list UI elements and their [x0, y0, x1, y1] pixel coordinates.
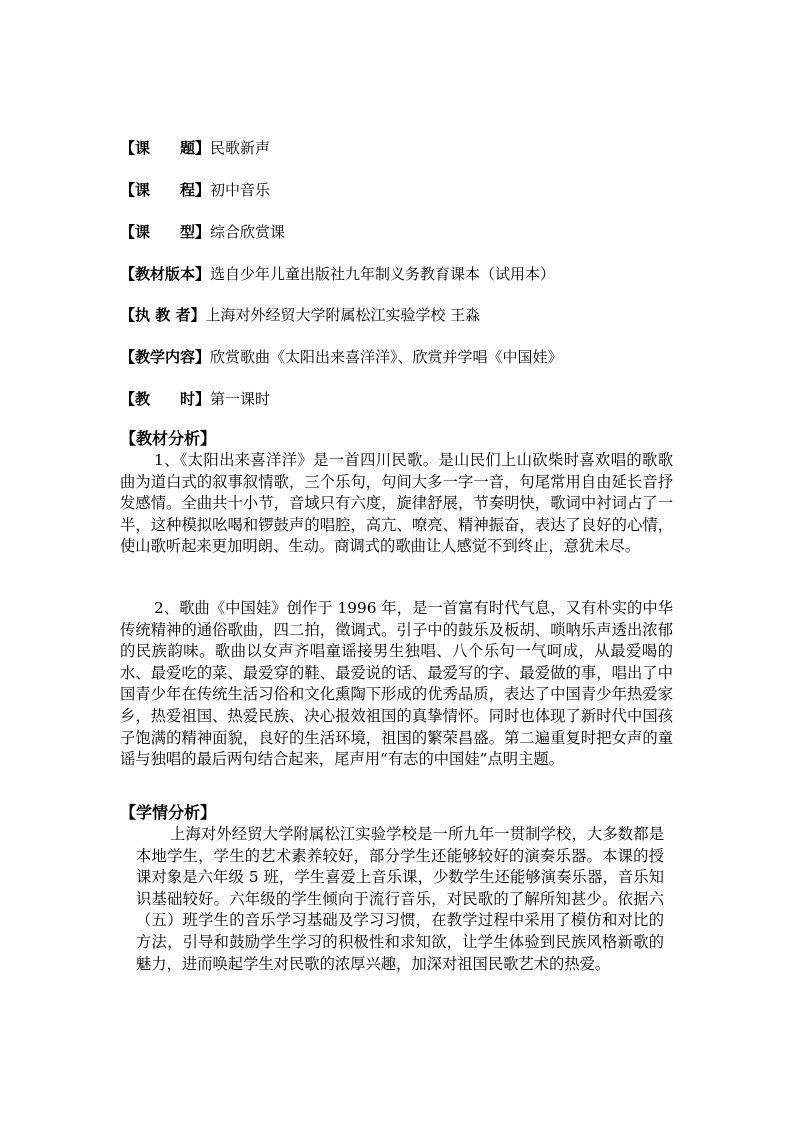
field-edition-label: 【教材版本】 [120, 265, 211, 283]
field-period-label: 【教 时】 [120, 390, 211, 408]
field-topic-value: 民歌新声 [210, 139, 271, 157]
field-content-value: 欣赏歌曲《太阳出来喜洋洋》、欣赏并学唱《中国娃》 [210, 348, 563, 366]
field-type-label: 【课 型】 [120, 223, 211, 241]
textbook-analysis-paragraph-1: 1、《太阳出来喜洋洋》是一首四川民歌。是山民们上山砍柴时喜欢唱的歌歌曲为道白式的叙事叙情歌，三个乐句，句间大多一字一音，句尾常用自由延长音抒发感情。全曲共十小节，音域只有六度，旋律舒展，节奏明快，歌词中衬词占了一半，这种模拟吆喝和锣鼓声的唱腔，高亢、嘹亮、精神振奋，表达了良好的心情，使山歌听起来更加明朗、生动。商调式的歌曲让人感觉不到终止，意犹未尽。 [120, 451, 673, 556]
student-analysis-paragraph: 上海对外经贸大学附属松江实验学校是一所九年一贯制学校，大多数都是本地学生，学生的艺术素养较好，部分学生还能够较好的演奏乐器。本课的授课对象是六年级 5 班，学生喜爱上音乐课，少数学生还能够演奏乐器，音乐知识基础较好。六年级的学生倾向于流行音乐，对民歌的了解所知甚少。依据六（五）班学生的音乐学习基础及学习习惯，在教学过程中采用了模仿和对比的方法，引导和鼓励学生学习的积极性和求知欲，让学生体验到民族风格新歌的魅力，进而唤起学生对民歌的浓厚兴趣，加深对祖国民歌艺术的热爱。 [136, 825, 664, 973]
field-content-label: 【教学内容】 [120, 348, 211, 366]
field-content [120, 347, 563, 367]
field-topic [120, 138, 270, 158]
field-course [120, 180, 270, 200]
field-teacher [120, 305, 480, 325]
field-type [120, 222, 285, 242]
field-period-value: 第一课时 [210, 390, 271, 408]
field-course-value: 初中音乐 [210, 181, 271, 199]
field-type-value: 综合欣赏课 [210, 223, 286, 241]
field-topic-label: 【课 题】 [120, 139, 211, 157]
student-analysis-title: 【学情分析】 [120, 803, 217, 822]
textbook-analysis-title: 【教材分析】 [120, 429, 217, 448]
field-teacher-label: 【执 教 者】 [120, 306, 206, 324]
field-course-label: 【课 程】 [120, 181, 211, 199]
field-teacher-value: 上海对外经贸大学附属松江实验学校 王淼 [205, 306, 481, 324]
textbook-analysis-paragraph-2: 2、歌曲《中国娃》创作于 1996 年，是一首富有时代气息，又有朴实的中华传统精神的通俗歌曲，四二拍，徵调式。引子中的鼓乐及板胡、唢呐乐声透出浓郁的民族韵味。歌曲以女声齐唱童谣接男生独唱、八个乐句一气呵成，从最爱喝的水、最爱吃的菜、最爱穿的鞋、最爱说的话、最爱写的字、最爱做的事，唱出了中国青少年在传统生活习俗和文化熏陶下形成的优秀品质，表达了中国青少年热爱家乡，热爱祖国、热爱民族、决心报效祖国的真挚情怀。同时也体现了新时代中国孩子饱满的精神面貌，良好的生活环境，祖国的繁荣昌盛。第二遍重复时把女声的童谣与独唱的最后两句结合起来，尾声用“有志的中国娃”点明主题。 [120, 599, 673, 769]
field-period [120, 389, 270, 409]
field-edition-value: 选自少年儿童出版社九年制义务教育课本（试用本） [210, 265, 556, 283]
field-edition [120, 264, 555, 284]
